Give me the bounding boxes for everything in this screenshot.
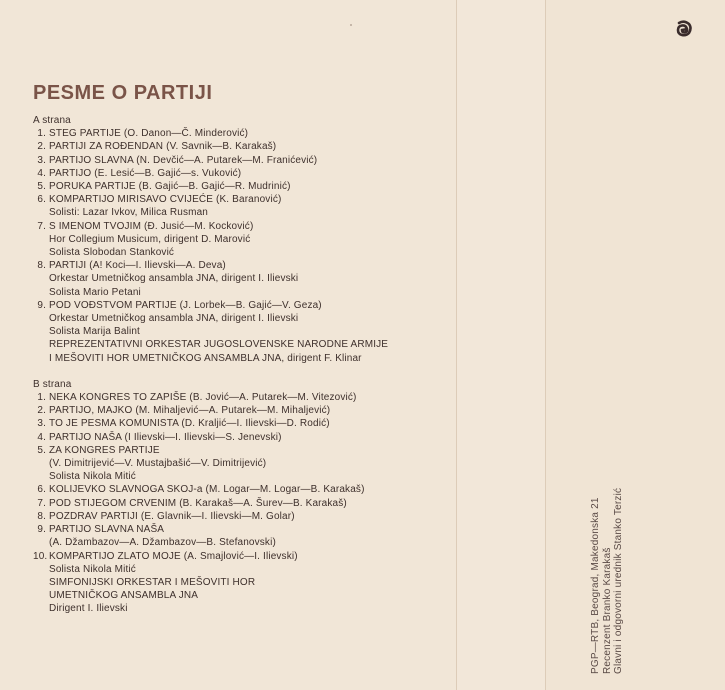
track-title: KOMPARTIJO ZLATO MOJE (A. Smajlović—I. Ilievski) — [49, 550, 298, 562]
track-item — [33, 193, 388, 219]
track-title: ZA KONGRES PARTIJE — [49, 444, 160, 456]
track-credit-line: (V. Dimitrijević—V. Mustajbašić—V. Dimitrijević) — [49, 458, 267, 470]
track-credit-line: Solista Slobodan Stanković — [49, 247, 175, 259]
track-credit-line: Solista Mario Petani — [49, 286, 141, 298]
track-title: PORUKA PARTIJE (B. Gajić—B. Gajić—R. Mudrinić) — [49, 181, 291, 193]
track-number: 8. — [37, 510, 46, 522]
track-item — [33, 417, 388, 430]
track-number: 6. — [37, 194, 46, 206]
track-number: 4. — [37, 431, 46, 443]
album-title: PESME O PARTIJI — [33, 82, 213, 104]
track-credit-line: SIMFONIJSKI ORKESTAR I MEŠOVITI HOR — [49, 576, 256, 588]
track-item — [33, 483, 388, 496]
spine-panel — [457, 0, 545, 690]
side-a-tracks — [33, 127, 388, 365]
track-item — [33, 180, 388, 193]
fold-line — [545, 0, 546, 690]
track-item — [33, 404, 388, 417]
track-number: 2. — [37, 141, 46, 153]
track-title: PARTIJI (A! Koci—I. Ilievski—A. Deva) — [49, 260, 226, 272]
track-title: PARTIJO SLAVNA NAŠA — [49, 524, 165, 536]
paper-speck — [350, 24, 352, 26]
track-number: 5. — [37, 181, 46, 193]
track-item — [33, 220, 388, 260]
credit-line-editor: Glavni i odgovorni urednik Stanko Terzić — [613, 487, 624, 674]
track-credit-line: Orkestar Umetničkog ansambla JNA, dirigent I. Ilievski — [49, 273, 299, 285]
track-title: PARTIJO SLAVNA (N. Devčić—A. Putarek—M. Franićević) — [49, 154, 318, 166]
track-item — [33, 431, 388, 444]
track-item — [33, 140, 388, 153]
side-b-tracks — [33, 391, 388, 615]
track-title: KOLIJEVKO SLAVNOGA SKOJ-a (M. Logar—M. Logar—B. Karakaš) — [49, 484, 365, 496]
track-title: NEKA KONGRES TO ZAPIŠE (B. Jović—A. Putarek—M. Vitezović) — [49, 392, 357, 404]
track-credit-line: (A. Džambazov—A. Džambazov—B. Stefanovski) — [49, 537, 276, 549]
track-item — [33, 510, 388, 523]
flap-panel — [546, 0, 725, 690]
track-number: 2. — [37, 405, 46, 417]
track-item — [33, 259, 388, 299]
track-item — [33, 550, 388, 616]
track-number: 6. — [37, 484, 46, 496]
fold-line — [456, 0, 457, 690]
track-credit-line: Orkestar Umetničkog ansambla JNA, dirigent I. Ilievski — [49, 313, 299, 325]
track-number: 5. — [37, 444, 46, 456]
track-number: 3. — [37, 418, 46, 430]
track-title: POD STIJEGOM CRVENIM (B. Karakaš—A. Šurev—B. Karakaš) — [49, 497, 347, 509]
track-credit-line: UMETNIČKOG ANSAMBLA JNA — [49, 590, 199, 602]
track-item — [33, 444, 388, 484]
track-item — [33, 154, 388, 167]
track-number: 8. — [37, 260, 46, 272]
track-title: TO JE PESMA KOMUNISTA (D. Kraljić—I. Ilievski—D. Rodić) — [49, 418, 330, 430]
tracklist — [33, 114, 388, 616]
track-title: PARTIJO (E. Lesić—B. Gajić—s. Vuković) — [49, 167, 242, 179]
track-credit-line: I MEŠOVITI HOR UMETNIČKOG ANSAMBLA JNA, dirigent F. Klinar — [49, 352, 362, 364]
track-number: 1. — [37, 128, 46, 140]
track-item — [33, 391, 388, 404]
track-credit-line: Hor Collegium Musicum, dirigent D. Marović — [49, 233, 251, 245]
track-title: PARTIJO NAŠA (I Ilievski—I. Ilievski—S. Jenevski) — [49, 431, 282, 443]
side-a-label: A strana — [33, 115, 71, 126]
track-credit-line: Solista Nikola Mitić — [49, 563, 136, 575]
track-title: PARTIJO, MAJKO (M. Mihaljević—A. Putarek—M. Mihaljević) — [49, 405, 331, 417]
track-item — [33, 167, 388, 180]
track-number: 4. — [37, 167, 46, 179]
track-credit-line: Solista Marija Balint — [49, 326, 140, 338]
track-item — [33, 299, 388, 365]
track-item — [33, 497, 388, 510]
track-credit-line: Solisti: Lazar Ivkov, Milica Rusman — [49, 207, 208, 219]
track-credit-line: Dirigent I. Ilievski — [49, 603, 128, 615]
track-item — [33, 523, 388, 549]
side-b-label: B strana — [33, 378, 72, 390]
track-credit-line: Solista Nikola Mitić — [49, 471, 136, 483]
track-title: KOMPARTIJO MIRISAVO CVIJEĆE (K. Baranović) — [49, 194, 282, 206]
track-number: 7. — [37, 497, 46, 509]
track-title: POZDRAV PARTIJI (E. Glavnik—I. Ilievski—M. Golar) — [49, 510, 295, 522]
track-credit-line: REPREZENTATIVNI ORKESTAR JUGOSLOVENSKE NARODNE ARMIJE — [49, 339, 389, 351]
track-title: STEG PARTIJE (O. Danon—Č. Minderović) — [49, 128, 249, 140]
track-number: 9. — [37, 524, 46, 536]
track-item — [33, 127, 388, 140]
track-number: 7. — [37, 220, 46, 232]
track-title: POD VOĐSTVOM PARTIJE (J. Lorbek—B. Gajić—V. Geza) — [49, 299, 322, 311]
pgp-logo-icon — [676, 20, 692, 38]
track-title: S IMENOM TVOJIM (Đ. Jusić—M. Kocković) — [49, 220, 254, 232]
track-number: 1. — [37, 392, 46, 404]
track-number: 3. — [37, 154, 46, 166]
credits — [590, 488, 625, 674]
credit-line-publisher: PGP—RTB, Beograd, Makedonska 21 — [590, 497, 601, 674]
track-number: 10. — [33, 550, 48, 562]
track-title: PARTIJI ZA ROĐENDAN (V. Savnik—B. Karakaš) — [49, 141, 277, 153]
track-number: 9. — [37, 299, 46, 311]
credit-line-reviewer: Recenzent Branko Karakaš — [601, 547, 613, 674]
